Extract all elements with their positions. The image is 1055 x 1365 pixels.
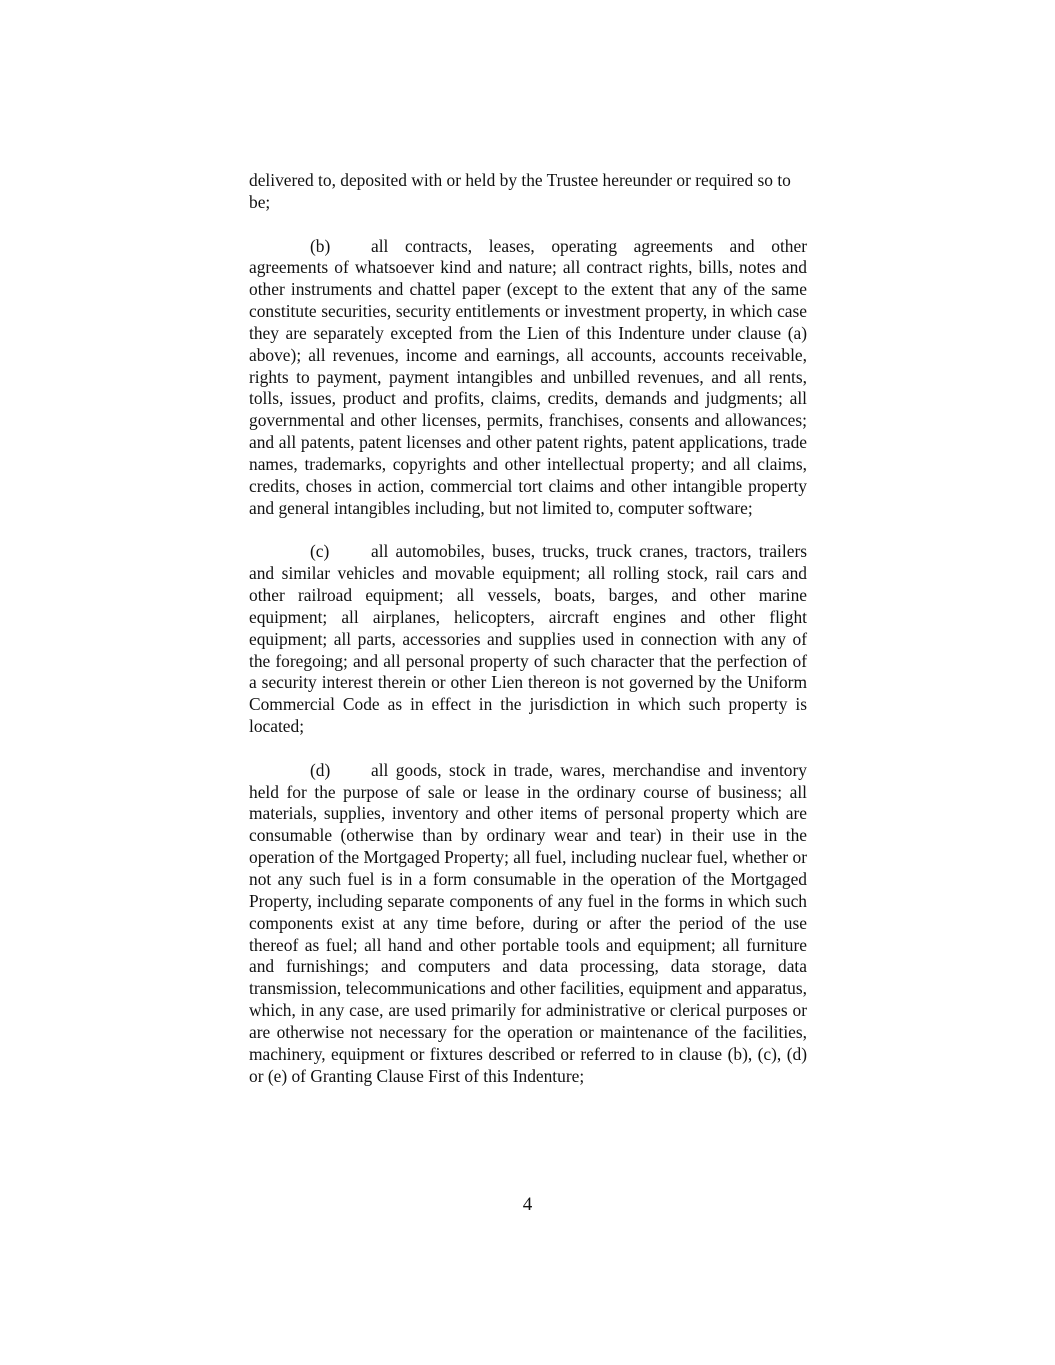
clause-b-paragraph xyxy=(249,236,807,520)
clause-c-paragraph xyxy=(249,541,807,738)
clause-d-text: all goods, stock in trade, wares, merchandise and inventory held for the purpose of sale or lease in the ordinary course of business; all materials, supplies, inventory and other items of personal property which are consumable (otherwise than by ordinary wear and tear) in their use in the operation of the Mortgaged Property; all fuel, including nuclear fuel, whether or not any such fuel is in a form consumable in the operation of the Mortgaged Property, including separate components of any fuel in the forms in which such components exist at any time before, during or after the period of the use thereof as fuel; all hand and other portable tools and equipment; all furniture and furnishings; and computers and data processing, data storage, data transmission, telecommunications and other facilities, equipment and apparatus, which, in any case, are used primarily for administrative or clerical purposes or are otherwise not necessary for the operation or maintenance of the facilities, machinery, equipment or fixtures described or referred to in clause (b), (c), (d) or (e) of Granting Clause First of this Indenture; xyxy=(249,759,807,1086)
clause-b-text: all contracts, leases, operating agreements and other agreements of whatsoever kind and nature; all contract rights, bills, notes and other instruments and chattel paper (except to the extent that any of the same constitute securities, security entitlements or investment property, in which case they are separately excepted from the Lien of this Indenture under clause (a) above); all revenues, income and earnings, all accounts, accounts receivable, rights to payment, payment intangibles and unbilled revenues, and all rents, tolls, issues, product and profits, claims, credits, demands and judgments; all governmental and other licenses, permits, franchises, consents and allowances; and all patents, patent licenses and other patent rights, patent applications, trade names, trademarks, copyrights and other intellectual property; and all claims, credits, choses in action, commercial tort claims and other intangible property and general intangibles including, but not limited to, computer software; xyxy=(249,235,807,518)
page-number: 4 xyxy=(522,1194,533,1215)
clause-c-text: all automobiles, buses, trucks, truck cranes, tractors, trailers and similar vehicles and movable equipment; all rolling stock, rail cars and other railroad equipment; all vessels, boats, barges, and other marine equipment; all airplanes, helicopters, aircraft engines and other flight equipment; all parts, accessories and supplies used in connection with any of the foregoing; and all personal property of such character that the perfection of a security interest therein or other Lien thereon is not governed by the Uniform Commercial Code as in effect in the jurisdiction in which such property is located; xyxy=(249,541,807,737)
clause-d-paragraph xyxy=(249,760,807,1088)
clause-b-label: (b) xyxy=(310,235,331,256)
clause-c-label: (c) xyxy=(310,541,330,562)
continuation-paragraph: delivered to, deposited with or held by the Trustee hereunder or required so to be; xyxy=(249,170,791,212)
clause-d-label: (d) xyxy=(310,759,331,780)
document-body xyxy=(249,170,807,1109)
